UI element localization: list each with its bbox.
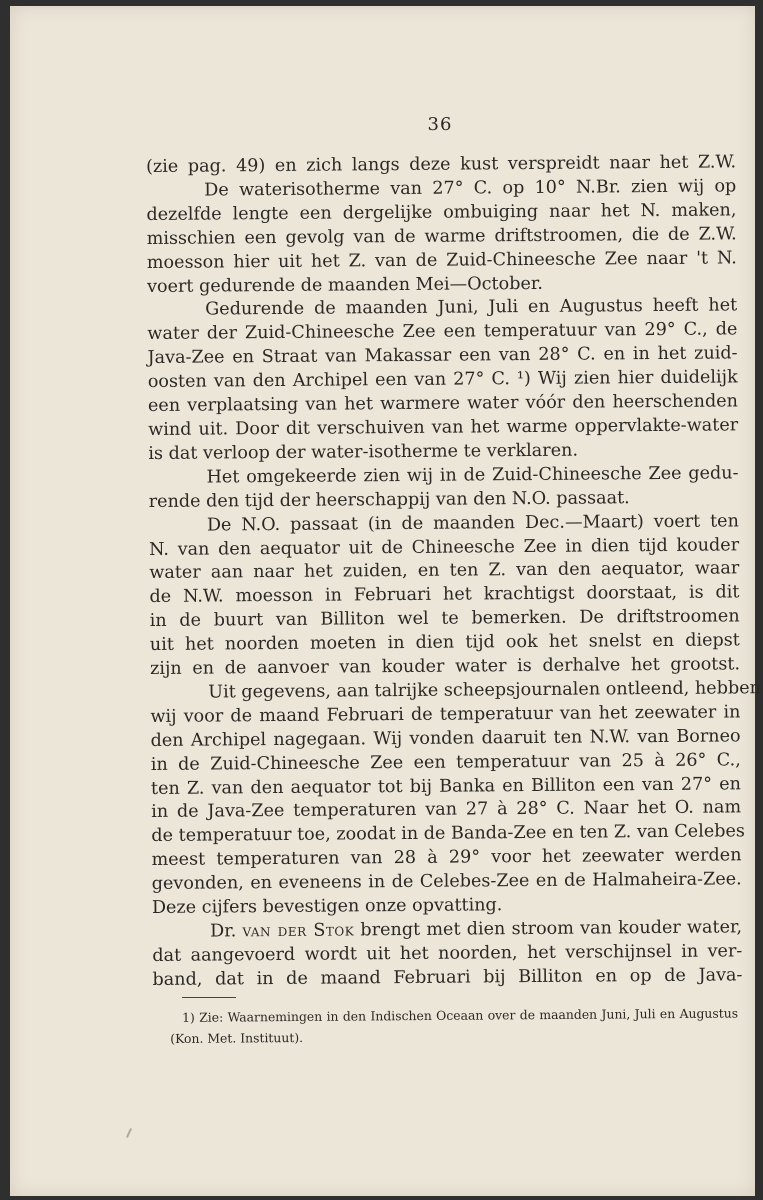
text-line: in de Zuid-Chineesche Zee een temperatuur van 25 à 26° C., (150, 750, 741, 775)
text-line: gevonden, en eveneens in de Celebes-Zee en de Halmaheira-Zee. (151, 869, 742, 895)
text-line: moesson hier uit het Z. van de Zuid-Chineesche Zee naar 't N. (146, 247, 737, 273)
text-line: wind uit. Door dit verschuiven van het warme oppervlakte-water (148, 415, 739, 440)
text-line: de N.W. moesson in Februari het krachtigst doorstaat, is dit (149, 582, 740, 608)
footnote-rule (182, 997, 236, 998)
book-page (10, 6, 762, 1196)
text-line: rende den tijd der heerschappij van den N.O. passaat. (148, 487, 630, 512)
text-line: (zie pag. 49) en zich langs deze kust verspreidt naar het Z.W. (146, 152, 737, 177)
footnote-line: (Kon. Met. Instituut). (170, 1029, 304, 1046)
text-line: de temperatuur toe, zoodat in de Banda-Zee en ten Z. van Celebes (151, 821, 745, 847)
text-line: water aan naar het zuiden, en ten Z. van den aequator, waar (149, 558, 740, 584)
footnote (170, 1003, 738, 1049)
text-line: water der Zuid-Chineesche Zee een temperatuur van 29° C., de (147, 319, 738, 345)
text-line: De waterisotherme van 27° C. op 10° N.Br. zien wij op (204, 176, 737, 201)
text-line: is dat verloop der water-isotherme te verklaren. (148, 440, 579, 464)
text-line: N. van den aequator uit de Chineesche Zee in dien tijd kouder (149, 534, 740, 560)
body-text (146, 151, 762, 992)
text-line: band, dat in de maand Februari bij Billiton en op de Java- (152, 965, 743, 990)
text-line: Uit gegevens, aan talrijke scheepsjournalen ontleend, hebben (208, 678, 762, 703)
author-name: van der Stok (242, 920, 355, 942)
text-line: oosten van den Archipel een van 27° C. ¹) Wij zien hier duidelijk (147, 367, 738, 393)
text-line: Java-Zee en Straat van Makassar een van 28° C. en in het zuid- (147, 343, 738, 369)
paper-speck (126, 1128, 132, 1138)
text-line: in de buurt van Billiton wel te bemerken. De driftstroomen (149, 606, 740, 632)
text-line-stok: Dr. van der Stok brengt met dien stroom van kouder water, (210, 917, 743, 942)
text-line: dat aangevoerd wordt uit het noorden, het verschijnsel in ver- (152, 941, 743, 966)
text-line: Deze cijfers bevestigen onze opvatting. (151, 895, 503, 919)
footnote-line: 1) Zie: Waarnemingen in den Indischen Oceaan over de maanden Juni, Juli en Augustus (182, 1005, 739, 1025)
text-line: Het omgekeerde zien wij in de Zuid-Chineesche Zee gedu- (206, 463, 739, 488)
text-line: een verplaatsing van het warmere water vóór den heerschenden (147, 391, 739, 417)
text-line: ten Z. van den aequator tot bij Banka en Billiton een van 27° en (150, 773, 742, 799)
text-line: den Archipel nagegaan. Wij vonden daaruit ten N.W. van Borneo (150, 726, 741, 751)
text-line: voert gedurende de maanden Mei—October. (146, 273, 543, 297)
text-line: dezelfde lengte een dergelijke ombuiging naar het N. maken, (146, 200, 737, 225)
text-line: De N.O. passaat (in de maanden Dec.—Maart) voert ten (206, 510, 739, 536)
text-line: wij voor de maand Februari de temperatuur van het zeewater in (150, 702, 741, 727)
text-line: in de Java-Zee temperaturen van 27 à 28° C. Naar het O. nam (151, 797, 742, 823)
text-line: meest temperaturen van 28 à 29° voor het zeewater werden (151, 845, 742, 871)
text-line: Gedurende de maanden Juni, Juli en Augustus heeft het (205, 295, 738, 320)
text-line: zijn en de aanvoer van kouder water is derhalve het grootst. (149, 654, 741, 680)
text-line: misschien een gevolg van de warme driftstroomen, die de Z.W. (146, 224, 737, 249)
page-number: 36 (427, 114, 453, 135)
text-line: uit het noorden moeten in dien tijd ook het snelst en diepst (149, 630, 740, 656)
